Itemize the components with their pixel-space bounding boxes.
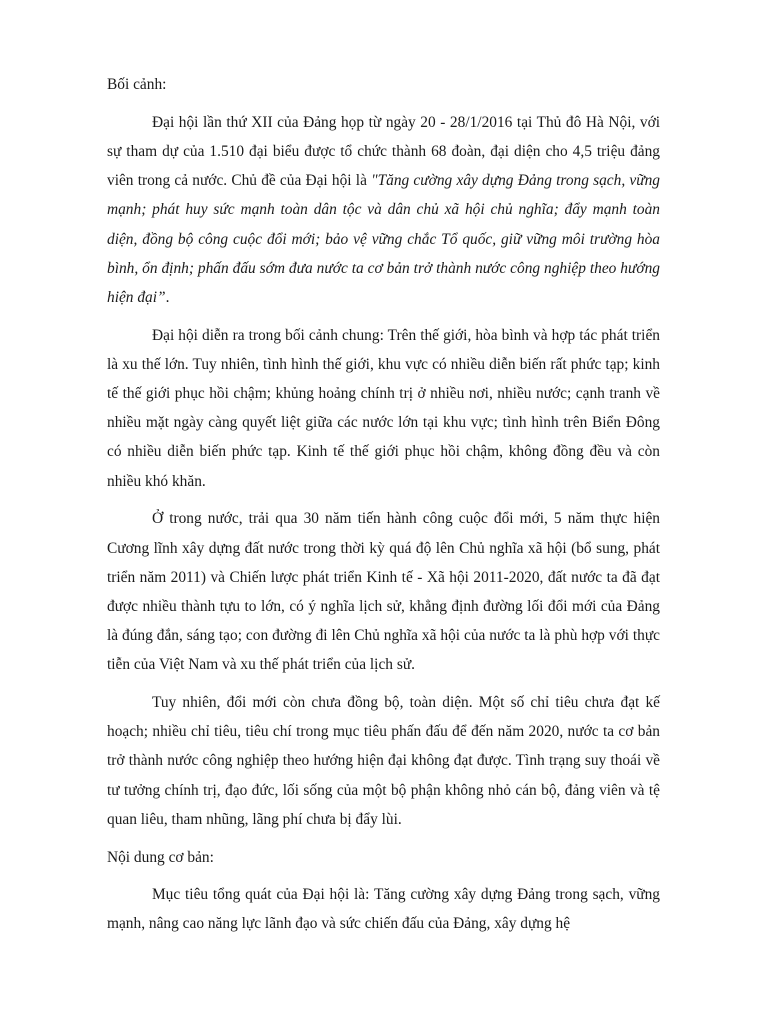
context-heading: Bối cảnh: [107,76,167,93]
content-heading: Nội dung cơ bản: [107,848,214,866]
paragraph-limitations: Tuy nhiên, đổi mới còn chưa đồng bộ, toàn diện. Một số chỉ tiêu chưa đạt kế hoạch; nhiều chỉ tiêu, tiêu chí trong mục tiêu phấn đấu để đến năm 2020, nước ta cơ bản trở thành nước công nghiệp theo hướng hiện đại không đạt được. Tình trạng suy thoái về tư tưởng chính trị, đạo đức, lối sống của một bộ phận không nhỏ cán bộ, đảng viên và tệ quan liêu, tham nhũng, lãng phí chưa bị đẩy lùi. [107,694,660,828]
paragraph-general-goal: Mục tiêu tổng quát của Đại hội là: Tăng cường xây dựng Đảng trong sạch, vững mạnh, nâng cao năng lực lãnh đạo và sức chiến đấu của Đảng, xây dựng hệ [107,886,660,933]
paragraph-world-context: Đại hội diễn ra trong bối cảnh chung: Trên thế giới, hòa bình và hợp tác phát triển là xu thế lớn. Tuy nhiên, tình hình thế giới, khu vực có nhiều diễn biến rất phức tạp; kinh tế thế giới phục hồi chậm; khủng hoảng chính trị ở nhiều nơi, nhiều nước; cạnh tranh về nhiều mặt ngày càng quyết liệt giữa các nước lớn tại khu vực; tình hình trên Biển Đông có nhiều diễn biến phức tạp. Kinh tế thế giới phục hồi chậm, không đồng đều và còn nhiều khó khăn. [107,326,660,490]
congress-theme-quote: "Tăng cường xây dựng Đảng trong sạch, vững mạnh; phát huy sức mạnh toàn dân tộc và dân chủ xã hội chủ nghĩa; đẩy mạnh toàn diện, đồng bộ công cuộc đổi mới; bảo vệ vững chắc Tổ quốc, giữ vững môi trường hòa bình, ổn định; phấn đấu sớm đưa nước ta cơ bản trở thành nước công nghiệp theo hướng hiện đại” [107,172,660,306]
document-body [107,70,660,947]
paragraph-domestic-context: Ở trong nước, trải qua 30 năm tiến hành công cuộc đổi mới, 5 năm thực hiện Cương lĩnh xây dựng đất nước trong thời kỳ quá độ lên Chủ nghĩa xã hội (bổ sung, phát triển năm 2011) và Chiến lược phát triển Kinh tế - Xã hội 2011-2020, đất nước ta đã đạt được nhiều thành tựu to lớn, có ý nghĩa lịch sử, khẳng định đường lối đổi mới của Đảng là đúng đắn, sáng tạo; con đường đi lên Chủ nghĩa xã hội của nước ta là phù hợp với thực tiễn của Việt Nam và xu thế phát triển của lịch sử. [107,510,660,674]
paragraph-congress-overview [107,108,660,312]
paragraph-congress-overview-end: . [165,288,170,306]
paragraph-congress-overview-text: Đại hội lần thứ XII của Đảng họp từ ngày 20 - 28/1/2016 tại Thủ đô Hà Nội, với sự tham dự của 1.510 đại biểu được tổ chức thành 68 đoàn, đại diện cho 4,5 triệu đảng viên trong cả nước. Chủ đề của Đại hội là [107,113,660,190]
